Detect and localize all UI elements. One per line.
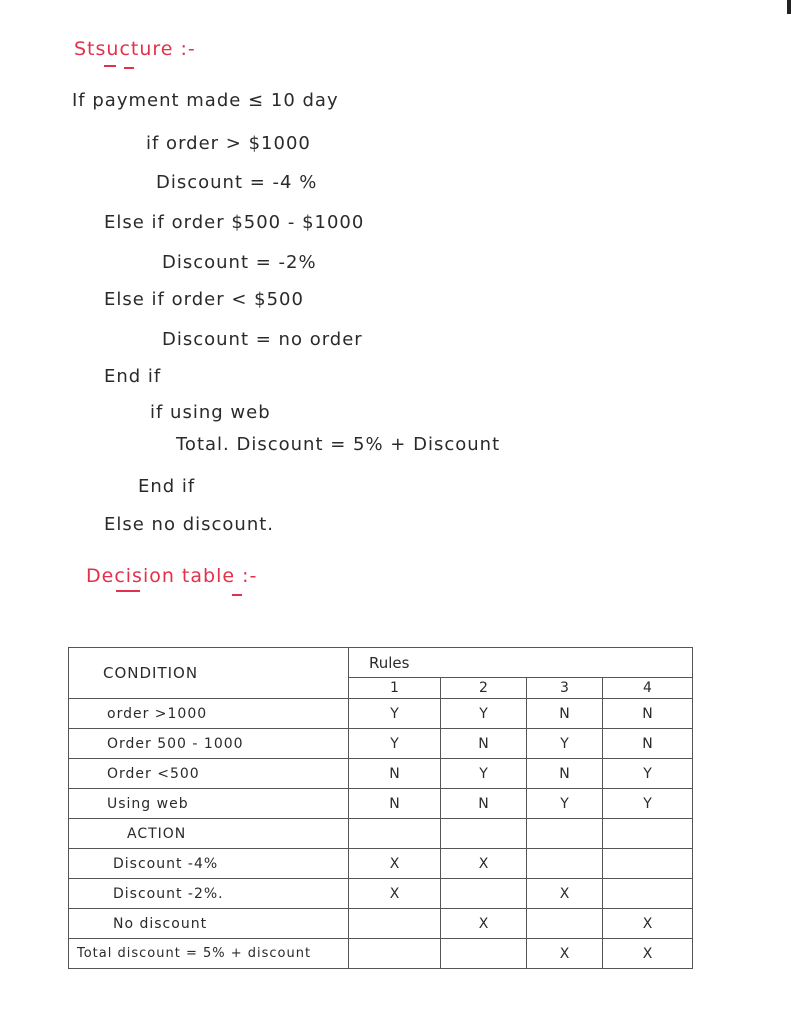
condition-value: N [441,729,527,759]
action-label: Discount -2%. [69,879,349,909]
action-label: Total discount = 5% + discount [69,939,349,969]
condition-value: Y [603,759,693,789]
action-value: X [441,849,527,879]
action-value [527,849,603,879]
structure-line: if using web [150,402,271,423]
rules-header: Rules [349,648,693,678]
condition-row [69,789,693,819]
structure-line: Discount = -4 % [156,172,318,193]
structure-line: Total. Discount = 5% + Discount [176,434,501,455]
action-value [527,909,603,939]
rule-number: 2 [441,678,527,699]
decision-table-heading: Decision table :- [86,565,258,587]
action-value [349,909,441,939]
condition-value: Y [527,729,603,759]
condition-label: Order <500 [69,759,349,789]
condition-label: Order 500 - 1000 [69,729,349,759]
condition-value: Y [441,699,527,729]
condition-value: N [527,759,603,789]
condition-row [69,729,693,759]
structure-line: if order > $1000 [146,133,311,154]
rule-number: 4 [603,678,693,699]
action-value [349,939,441,969]
condition-row [69,759,693,789]
action-label: No discount [69,909,349,939]
action-header: ACTION [69,819,349,849]
condition-value: Y [527,789,603,819]
condition-label: Using web [69,789,349,819]
action-value [441,879,527,909]
action-value: X [527,879,603,909]
action-value: X [603,909,693,939]
action-row [69,879,693,909]
condition-value: Y [603,789,693,819]
action-row [69,849,693,879]
condition-header: CONDITION [69,648,349,699]
structure-line: End if [138,476,196,497]
decision-table [68,647,693,969]
action-value: X [527,939,603,969]
heading-underline-mark [116,590,140,592]
condition-value: Y [441,759,527,789]
heading-underline-mark [124,67,134,69]
condition-value: N [603,699,693,729]
condition-value: N [441,789,527,819]
condition-value: Y [349,729,441,759]
structure-line: Else if order $500 - $1000 [104,212,365,233]
action-value [603,849,693,879]
action-value: X [441,909,527,939]
condition-value: Y [349,699,441,729]
action-value: X [349,879,441,909]
structure-line: Discount = -2% [162,252,317,273]
action-value: X [603,939,693,969]
structure-line: If payment made ≤ 10 day [72,90,339,111]
rule-number: 1 [349,678,441,699]
structure-line: Discount = no order [162,329,363,350]
condition-value: N [349,759,441,789]
structure-heading: Stsucture :- [74,38,196,60]
action-value [441,939,527,969]
condition-row [69,699,693,729]
heading-underline-mark [104,65,116,67]
action-row [69,939,693,969]
action-label: Discount -4% [69,849,349,879]
structure-line: End if [104,366,162,387]
action-header-row [69,819,693,849]
structure-line: Else no discount. [104,514,274,535]
action-row [69,909,693,939]
action-value [603,879,693,909]
corner-mark [787,0,791,14]
condition-value: N [603,729,693,759]
condition-value: N [349,789,441,819]
structure-line: Else if order < $500 [104,289,304,310]
rule-number: 3 [527,678,603,699]
action-value: X [349,849,441,879]
heading-underline-mark [232,594,242,596]
condition-value: N [527,699,603,729]
condition-label: order >1000 [69,699,349,729]
